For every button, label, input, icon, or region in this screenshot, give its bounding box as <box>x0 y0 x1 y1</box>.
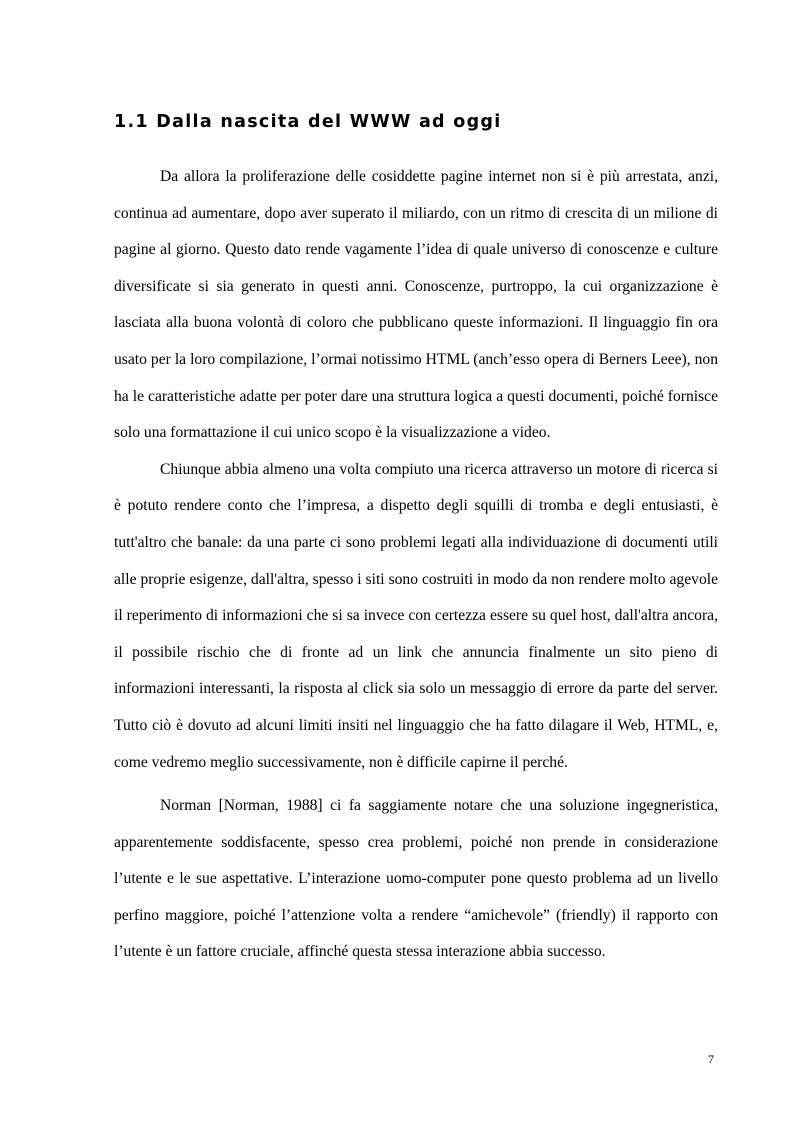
paragraph-1: Da allora la proliferazione delle cosiddette pagine internet non si è più arrestata, anzi, continua ad aumentare, dopo aver superato il miliardo, con un ritmo di crescita di un milione di pagine al giorno. Questo dato rende vagamente l’idea di quale universo di conoscenze e culture diversificate si sia generato in questi anni. Conoscenze, purtroppo, la cui organizzazione è lasciata alla buona volontà di coloro che pubblicano queste informazioni. Il linguaggio fin ora usato per la loro compilazione, l’ormai notissimo HTML (anch’esso opera di Berners Leee), non ha le caratteristiche adatte per poter dare una struttura logica a questi documenti, poiché fornisce solo una formattazione il cui unico scopo è la visualizzazione a video. <box>114 168 718 442</box>
body-text <box>114 159 718 971</box>
section-heading: 1.1 Dalla nascita del WWW ad oggi <box>114 112 502 132</box>
page-number: 7 <box>708 1052 714 1066</box>
paragraph-3: Norman [Norman, 1988] ci fa saggiamente notare che una soluzione ingegneristica, apparentemente soddisfacente, spesso crea problemi, poiché non prende in considerazione l’utente e le sue aspettative. L’interazione uomo-computer pone questo problema ad un livello perfino maggiore, poiché l’attenzione volta a rendere “amichevole” (friendly) il rapporto con l’utente è un fattore cruciale, affinché questa stessa interazione abbia successo. <box>114 797 718 961</box>
paragraph-2: Chiunque abbia almeno una volta compiuto una ricerca attraverso un motore di ricerca si è potuto rendere conto che l’impresa, a dispetto degli squilli di tromba e degli entusiasti, è tutt'altro che banale: da una parte ci sono problemi legati alla individuazione di documenti utili alle proprie esigenze, dall'altra, spesso i siti sono costruiti in modo da non rendere molto agevole il reperimento di informazioni che si sa invece con certezza essere su quel host, dall'altra ancora, il possibile rischio che di fronte ad un link che annuncia finalmente un sito pieno di informazioni interessanti, la risposta al click sia solo un messaggio di errore da parte del server. Tutto ciò è dovuto ad alcuni limiti insiti nel linguaggio che ha fatto dilagare il Web, HTML, e, come vedremo meglio successivamente, non è difficile capirne il perché. <box>114 460 718 771</box>
